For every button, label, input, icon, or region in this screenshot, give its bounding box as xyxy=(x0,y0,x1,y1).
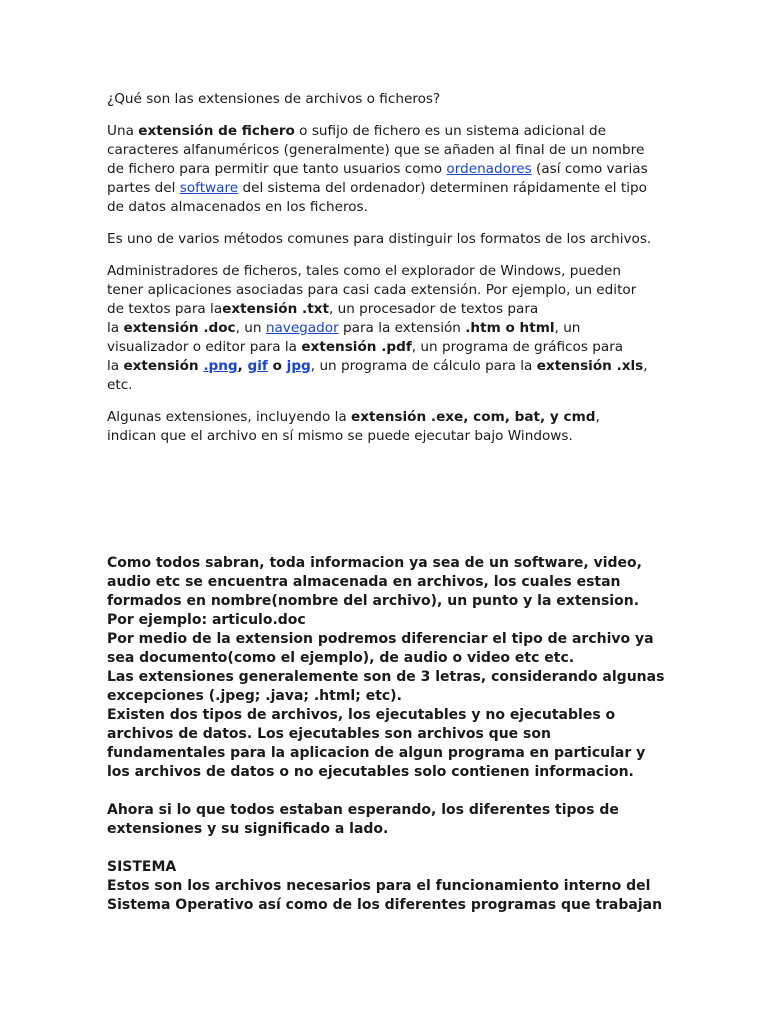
bold-term: extensión .xls xyxy=(536,358,644,374)
link-navegador[interactable]: navegador xyxy=(265,320,339,336)
text-line: Como todos sabran, toda informacion ya sea de un software, video, xyxy=(107,555,642,571)
text-run: o sufijo de fichero es un sistema adicional de xyxy=(294,123,606,139)
link-png[interactable]: .png xyxy=(203,358,238,374)
bold-term: extensión .pdf xyxy=(301,339,412,355)
text-run: del sistema del ordenador) determinen rápidamente el tipo xyxy=(238,180,647,196)
paragraph-definition xyxy=(107,122,667,217)
bold-separator: o xyxy=(267,358,287,374)
text-run: etc. xyxy=(107,377,133,393)
text-run: de fichero para permitir que tanto usuarios como xyxy=(107,161,447,177)
file-types-section xyxy=(107,554,667,915)
text-line: archivos de datos. Los ejecutables son archivos que son xyxy=(107,726,551,742)
bold-term: .htm o html xyxy=(465,320,555,336)
text-line: extensiones y su significado a lado. xyxy=(107,821,389,837)
text-line: Sistema Operativo así como de los diferentes programas que trabajan xyxy=(107,897,663,913)
intro-heading: ¿Qué son las extensiones de archivos o ficheros? xyxy=(107,91,441,107)
text-run: partes del xyxy=(107,180,180,196)
text-line: formados en nombre(nombre del archivo), un punto y la extension. xyxy=(107,593,640,609)
blank-line xyxy=(107,839,667,858)
blank-line xyxy=(107,782,667,801)
text-line: sea documento(como el ejemplo), de audio o video etc etc. xyxy=(107,650,575,666)
text-run: tener aplicaciones asociadas para casi cada extensión. Por ejemplo, un editor xyxy=(107,282,637,298)
bold-term: extensión de fichero xyxy=(138,123,295,139)
text-run: Algunas extensiones, incluyendo la xyxy=(107,409,352,425)
text-run: , un xyxy=(554,320,581,336)
extensions-intro-section xyxy=(107,90,667,459)
link-jpg[interactable]: jpg xyxy=(286,358,311,374)
bold-term: extensión .exe, com, bat, y cmd xyxy=(351,409,596,425)
link-software[interactable]: software xyxy=(179,180,239,196)
text-line: audio etc se encuentra almacenada en archivos, los cuales estan xyxy=(107,574,621,590)
text-run: de datos almacenados en los ficheros. xyxy=(107,199,368,215)
bold-term: extensión xyxy=(123,358,204,374)
text-line: Ahora si lo que todos estaban esperando, los diferentes tipos de xyxy=(107,802,619,818)
text-run: , un programa de cálculo para la xyxy=(310,358,537,374)
text-line: los archivos de datos o no ejecutables solo contienen informacion. xyxy=(107,764,634,780)
text-run: la xyxy=(107,358,124,374)
text-run: , xyxy=(643,358,648,374)
text-line: Existen dos tipos de archivos, los ejecutables y no ejecutables o xyxy=(107,707,616,723)
text-run: caracteres alfanuméricos (generalmente) que se añaden al final de un nombre xyxy=(107,142,645,158)
text-line: excepciones (.jpeg; .java; .html; etc). xyxy=(107,688,402,704)
text-line: Por medio de la extension podremos diferenciar el tipo de archivo ya xyxy=(107,631,654,647)
bold-term: extensión .txt xyxy=(222,301,329,317)
text-run: (así como varias xyxy=(531,161,648,177)
text-run: visualizador o editor para la xyxy=(107,339,302,355)
text-run: la xyxy=(107,320,124,336)
text-run: , xyxy=(595,409,600,425)
text-run: , un xyxy=(235,320,266,336)
paragraph-methods: Es uno de varios métodos comunes para distinguir los formatos de los archivos. xyxy=(107,231,652,247)
paragraph-executables xyxy=(107,408,667,446)
text-line: Estos son los archivos necesarios para el funcionamiento interno del xyxy=(107,878,651,894)
bold-term: extensión .doc xyxy=(123,320,236,336)
text-run: , un procesador de textos para xyxy=(328,301,539,317)
text-run: para la extensión xyxy=(338,320,466,336)
text-run: , un programa de gráficos para xyxy=(411,339,624,355)
text-line: Las extensiones generalemente son de 3 letras, considerando algunas xyxy=(107,669,665,685)
text-run: Administradores de ficheros, tales como el explorador de Windows, pueden xyxy=(107,263,621,279)
text-run: indican que el archivo en sí mismo se puede ejecutar bajo Windows. xyxy=(107,428,573,444)
link-gif[interactable]: gif xyxy=(247,358,268,374)
bold-separator: , xyxy=(237,358,248,374)
text-run: de textos para la xyxy=(107,301,223,317)
text-line: Por ejemplo: articulo.doc xyxy=(107,612,306,628)
text-run: Una xyxy=(107,123,139,139)
link-ordenadores[interactable]: ordenadores xyxy=(446,161,532,177)
text-line: fundamentales para la aplicacion de algun programa en particular y xyxy=(107,745,646,761)
section-heading-sistema: SISTEMA xyxy=(107,859,177,875)
paragraph-file-managers xyxy=(107,262,667,395)
